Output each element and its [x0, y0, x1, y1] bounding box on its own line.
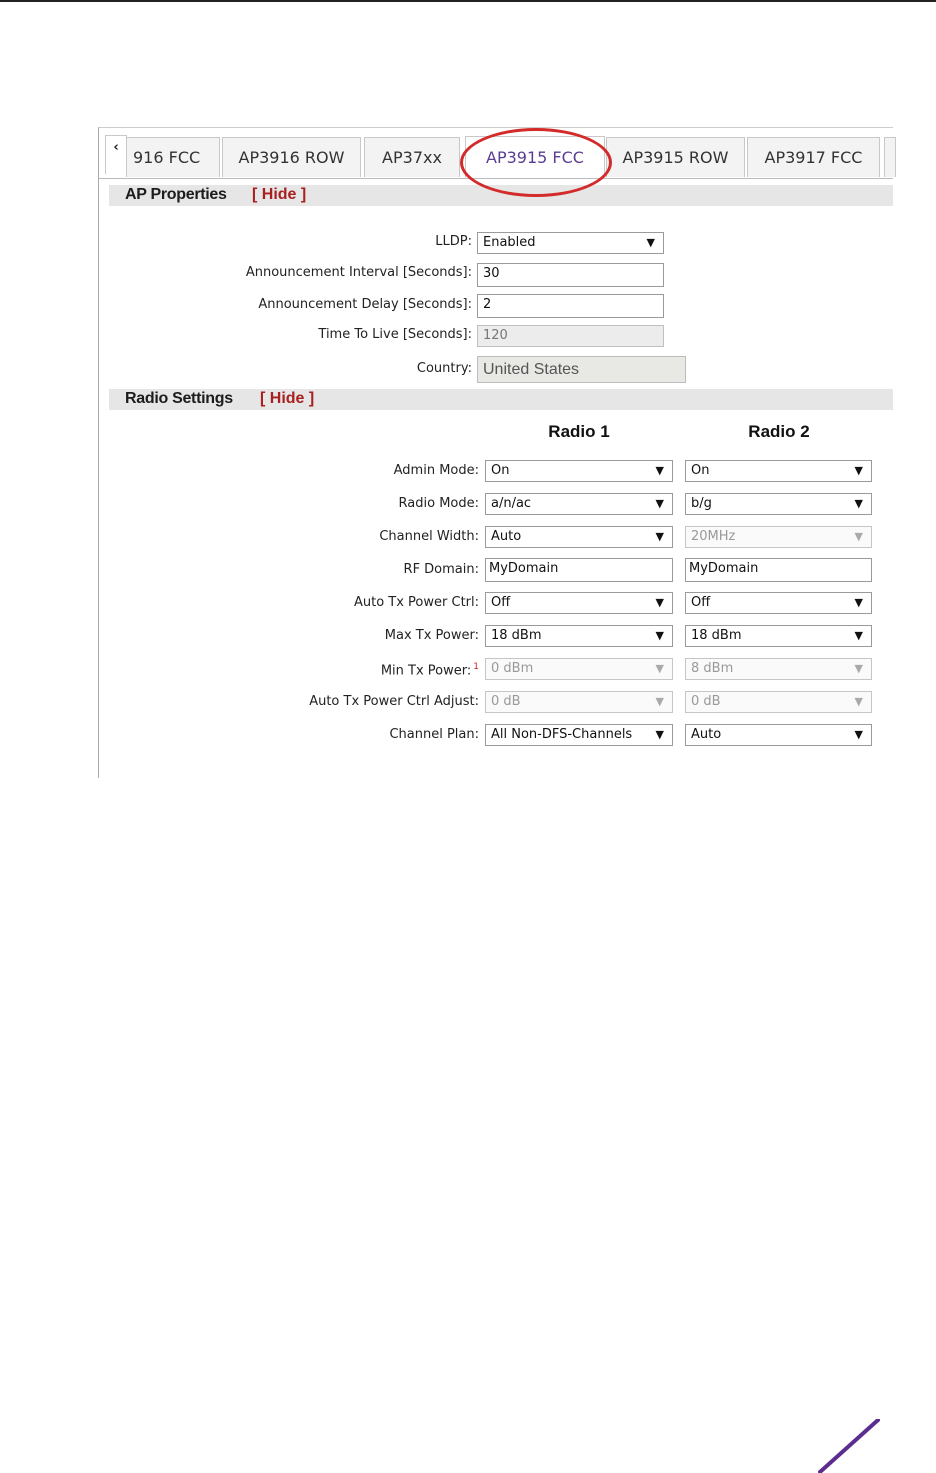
max-tx-power-label: Max Tx Power: — [384, 628, 479, 643]
chevron-down-icon: ▼ — [655, 728, 664, 741]
chevron-down-icon: ▼ — [854, 728, 863, 741]
time-to-live-input: 120 — [477, 325, 664, 347]
min-tx-power-label: Min Tx Power: $^1$ — [380, 662, 479, 679]
chevron-down-icon: ▼ — [646, 236, 655, 249]
announcement-interval-input[interactable]: 30 — [477, 263, 664, 287]
chevron-down-icon: ▼ — [655, 596, 664, 609]
radio-1-channel-plan-select[interactable]: All Non-DFS-Channels ▼ — [485, 724, 673, 746]
radio-settings-header — [109, 389, 893, 410]
time-to-live-label: Time To Live [Seconds]: — [318, 327, 472, 342]
chevron-down-icon: ▼ — [655, 464, 664, 477]
tab-overflow-partial[interactable] — [884, 137, 896, 177]
tab-ap3916-row[interactable]: AP3916 ROW — [222, 137, 361, 177]
announcement-interval-label: Announcement Interval [Seconds]: — [245, 265, 472, 280]
tab-ap3916-fcc[interactable]: 916 FCC — [126, 137, 220, 177]
tab-ap3915-row[interactable]: AP3915 ROW — [606, 137, 745, 177]
chevron-down-icon: ▼ — [854, 596, 863, 609]
radio-2-channel-plan-select[interactable]: Auto ▼ — [685, 724, 872, 746]
announcement-delay-input[interactable]: 2 — [477, 294, 664, 318]
ap-model-tab-bar — [99, 128, 893, 179]
chevron-down-icon: ▼ — [854, 662, 863, 675]
lldp-label: LLDP: — [435, 234, 472, 249]
chevron-down-icon: ▼ — [854, 530, 863, 543]
page-top-rule — [0, 0, 936, 2]
radio-mode-label: Radio Mode: — [398, 496, 479, 511]
ap-properties-header — [109, 185, 893, 206]
radio-2-channel-width-select: 20MHz ▼ — [685, 526, 872, 548]
radio-settings-hide-link[interactable]: [ Hide ] — [260, 390, 315, 407]
radio-1-radio-mode-select[interactable]: a/n/ac ▼ — [485, 493, 673, 515]
radio-2-admin-mode-select[interactable]: On ▼ — [685, 460, 872, 482]
channel-width-label: Channel Width: — [379, 529, 479, 544]
radio-1-admin-mode-select[interactable]: On ▼ — [485, 460, 673, 482]
tab-ap3917-fcc[interactable]: AP3917 FCC — [747, 137, 880, 177]
chevron-down-icon: ▼ — [854, 695, 863, 708]
ap-configuration-panel — [98, 127, 893, 778]
tab-ap37xx[interactable]: AP37xx — [364, 137, 460, 177]
radio-1-channel-width-select[interactable]: Auto ▼ — [485, 526, 673, 548]
footnote-marker: 1 — [473, 662, 479, 672]
radio-2-radio-mode-select[interactable]: b/g ▼ — [685, 493, 872, 515]
radio-1-rf-domain-input[interactable]: MyDomain — [485, 558, 673, 582]
country-input: United States — [477, 356, 686, 383]
auto-tx-power-ctrl-label: Auto Tx Power Ctrl: — [353, 595, 479, 610]
chevron-down-icon: ▼ — [655, 695, 664, 708]
brand-logo-slash — [818, 1419, 880, 1473]
tab-ap3915-fcc[interactable]: AP3915 FCC — [465, 136, 605, 178]
chevron-down-icon: ▼ — [655, 629, 664, 642]
chevron-down-icon: ▼ — [655, 497, 664, 510]
radio-2-column-header: Radio 2 — [748, 422, 810, 441]
radio-1-max-tx-power-select[interactable]: 18 dBm ▼ — [485, 625, 673, 647]
chevron-down-icon: ▼ — [655, 662, 664, 675]
tab-scroll-left-button[interactable] — [105, 135, 127, 174]
ap-properties-title: AP Properties — [125, 186, 227, 203]
radio-1-min-tx-power-select: 0 dBm ▼ — [485, 658, 673, 680]
radio-1-column-header: Radio 1 — [548, 422, 610, 441]
chevron-down-icon: ▼ — [854, 629, 863, 642]
rf-domain-label: RF Domain: — [403, 562, 479, 577]
radio-1-auto-tx-power-ctrl-select[interactable]: Off ▼ — [485, 592, 673, 614]
radio-1-auto-tx-power-adjust-select: 0 dB ▼ — [485, 691, 673, 713]
lldp-select[interactable]: Enabled ▼ — [477, 232, 664, 254]
chevron-down-icon: ▼ — [854, 497, 863, 510]
radio-settings-title: Radio Settings — [125, 390, 233, 407]
radio-2-rf-domain-input[interactable]: MyDomain — [685, 558, 872, 582]
radio-2-max-tx-power-select[interactable]: 18 dBm ▼ — [685, 625, 872, 647]
chevron-down-icon: ▼ — [655, 530, 664, 543]
auto-tx-power-ctrl-adjust-label: Auto Tx Power Ctrl Adjust: — [309, 694, 479, 709]
chevron-down-icon: ▼ — [854, 464, 863, 477]
radio-2-auto-tx-power-ctrl-select[interactable]: Off ▼ — [685, 592, 872, 614]
admin-mode-label: Admin Mode: — [393, 463, 479, 478]
radio-2-auto-tx-power-adjust-select: 0 dB ▼ — [685, 691, 872, 713]
channel-plan-label: Channel Plan: — [389, 727, 479, 742]
chevron-left-icon: ‹ — [113, 140, 119, 155]
announcement-delay-label: Announcement Delay [Seconds]: — [258, 297, 472, 312]
radio-2-min-tx-power-select: 8 dBm ▼ — [685, 658, 872, 680]
country-label: Country: — [416, 361, 472, 376]
ap-properties-hide-link[interactable]: [ Hide ] — [252, 186, 307, 203]
